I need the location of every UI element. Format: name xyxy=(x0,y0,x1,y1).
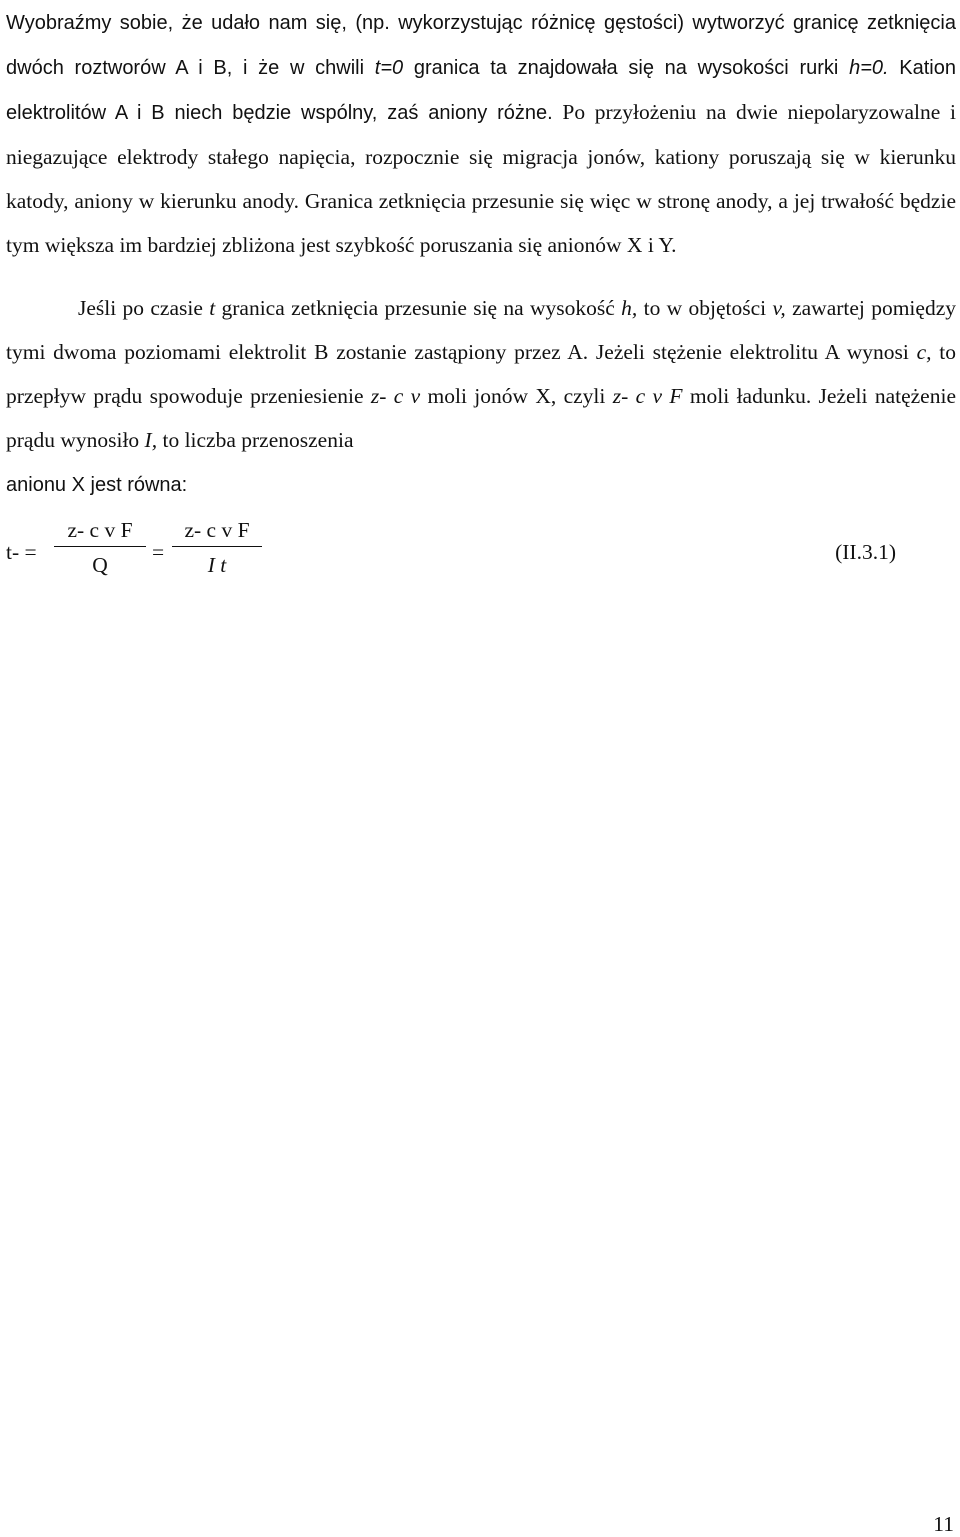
t0-symbol: t=0 xyxy=(374,57,404,79)
paragraph-2-text-b: granica zetknięcia przesunie się na wysokość xyxy=(215,296,622,320)
paragraph-1-text-a: Wyobraźmy sobie, że udało nam się, (np. wykorzystując różnicę gęstości) wytworzyć granicę zetknięcia dwóch roztworów A i B, i że w chwili xyxy=(6,12,956,79)
paragraph-2-text-i: anionu X jest równa: xyxy=(6,474,188,496)
equation-label: (II.3.1) xyxy=(835,540,896,564)
paragraph-2-text-a: Jeśli po czasie xyxy=(78,296,210,320)
fraction-1-bar xyxy=(54,546,146,547)
paragraph-2-text-e: to przepływ prądu spowoduje przeniesienie xyxy=(6,340,956,408)
equation-fraction-2 xyxy=(172,518,262,578)
h-symbol: h, xyxy=(621,296,638,320)
c-symbol: c, xyxy=(916,340,932,364)
paragraph-2-text-h: to liczba przenoszenia xyxy=(157,428,354,452)
zcv-expression: z- c v xyxy=(370,384,421,408)
paragraph-2-text-f: moli jonów X, czyli xyxy=(420,384,613,408)
i-symbol: I, xyxy=(144,428,158,452)
fraction-1-denominator: Q xyxy=(92,553,108,578)
paragraph-1-text-c: Kation elektrolitów A i B niech będzie wspólny, zaś aniony różne. xyxy=(6,57,956,124)
fraction-1-numerator: z- c v F xyxy=(67,518,133,542)
equation-ii-3-1 xyxy=(6,512,956,592)
paragraph-1-text-d: Po przyłożeniu na dwie niepolaryzowalne i niegazujące elektrody stałego napięcia, rozpocznie się migracja jonów, kationy poruszają się w kierunku katody, aniony w kierunku anody. Granica zetknięcia przesunie się więc w stronę anody, a jej trwałość będzie tym większa im bardziej zbliżona jest szybkość poruszania się anionów X i Y. xyxy=(6,100,957,257)
fraction-2-denominator: I t xyxy=(207,553,227,578)
paragraph-2-text-g: moli ładunku. Jeżeli natężenie prądu wynosiło xyxy=(6,384,956,452)
zcvf-expression: z- c v F xyxy=(612,384,683,408)
t-symbol: t xyxy=(209,296,216,320)
paragraph-1-text-b: granica ta znajdowała się na wysokości rurki xyxy=(403,57,850,79)
page-number: 11 xyxy=(933,1512,954,1536)
paragraph-2-text-c: to w objętości xyxy=(637,296,773,320)
fraction-2-bar xyxy=(172,546,262,547)
equation-lhs: t- = xyxy=(6,540,37,564)
paragraph-1 xyxy=(6,0,956,267)
paragraph-2-text-d: zawartej pomiędzy tymi dwoma poziomami elektrolit B zostanie zastąpiony przez A. Jeżeli stężenie elektrolitu A wynosi xyxy=(6,296,956,364)
equation-fraction-1 xyxy=(54,518,146,578)
equation-equals: = xyxy=(152,540,165,564)
h0-symbol: h=0. xyxy=(849,57,889,79)
paragraph-2 xyxy=(6,286,956,507)
fraction-2-numerator: z- c v F xyxy=(184,518,250,542)
v-symbol: v, xyxy=(772,296,786,320)
